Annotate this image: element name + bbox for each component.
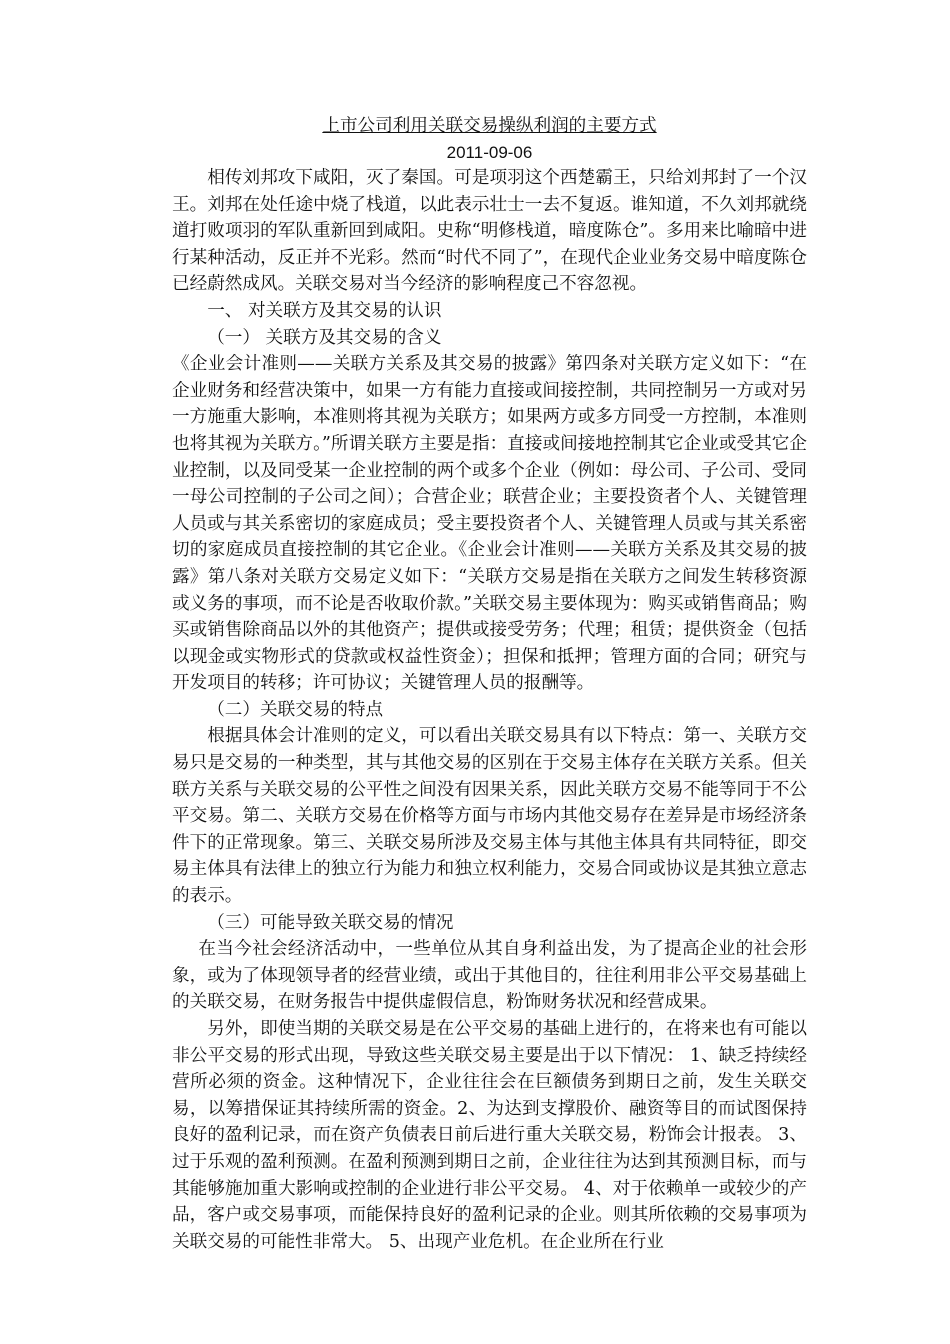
section-heading-1-3: （三）可能导致关联交易的情况 [207, 912, 454, 933]
section-heading-1-2: （二）关联交易的特点 [207, 699, 384, 720]
document-title: 上市公司利用关联交易操纵利润的主要方式 [322, 116, 657, 136]
paragraph-situation: 在当今社会经济活动中，一些单位从其自身利益出发，为了提高企业的社会形象，或为了体现领导者的经营业绩，或出于其他目的，往往利用非公平交易基础上的关联交易，在财务报告中提供虚假信息，粉饰财务状况和经营成果。 [172, 939, 807, 1013]
paragraph-intro: 相传刘邦攻下咸阳，灭了秦国。可是项羽这个西楚霸王，只给刘邦封了一个汉王。刘邦在处任途中烧了栈道，以此表示壮士一去不复返。谁知道，不久刘邦就绕道打败项羽的军队重新回到咸阳。史称“明修栈道，暗度陈仓”。多用来比喻暗中进行某种活动，反正并不光彩。然而“时代不同了”，在现代企业业务交易中暗度陈仓已经蔚然成风。关联交易对当今经济的影响程度己不容忽视。 [172, 168, 807, 295]
document-date: 2011-09-06 [446, 143, 533, 162]
paragraph-additional: 另外，即使当期的关联交易是在公平交易的基础上进行的，在将来也有可能以非公平交易的形式出现，导致这些关联交易主要是出于以下情况： 1、缺乏持续经营所必须的资金。这种情况下，企业往往会在巨额债务到期日之前，发生关联交易，以筹措保证其持续所需的资金。2、为达到支撑股价、融资等目的而试图保持良好的盈利记录，而在资产负债表日前后进行重大关联交易，粉饰会计报表。 3、过于乐观的盈利预测。在盈利预测到期日之前，企业往往为达到其预测目标，而与其能够施加重大影响或控制的企业进行非公平交易。 4、对于依赖单一或较少的产品，客户或交易事项，而能保持良好的盈利记录的企业。则其所依赖的交易事项为关联交易的可能性非常大。 5、出现产业危机。在企业所在行业 [172, 1019, 807, 1252]
document-page [172, 113, 807, 1255]
paragraph-definition: 《企业会计准则——关联方关系及其交易的披露》第四条对关联方定义如下：“在企业财务和经营决策中，如果一方有能力直接或间接控制，共同控制另一方或对另一方施重大影响，本准则将其视为关联方；如果两方或多方同受一方控制，本准则也将其视为关联方。”所谓关联方主要是指：直接或间接地控制其它企业或受其它企业控制，以及同受某一企业控制的两个或多个企业（例如：母公司、子公司、受同一母公司控制的子公司之间）；合营企业；联营企业；主要投资者个人、关键管理人员或与其关系密切的家庭成员；受主要投资者个人、关键管理人员或与其关系密切的家庭成员直接控制的其它企业。《企业会计准则——关联方关系及其交易的披露》第八条对关联方交易定义如下：“关联方交易是指在关联方之间发生转移资源或义务的事项，而不论是否收取价款。”关联交易主要体现为：购买或销售商品；购买或销售除商品以外的其他资产；提供或接受劳务；代理；租赁；提供资金（包括以现金或实物形式的贷款或权益性资金）；担保和抵押；管理方面的合同；研究与开发项目的转移；许可协议；关键管理人员的报酬等。 [172, 354, 807, 694]
section-heading-1: 一、 对关联方及其交易的认识 [207, 300, 442, 321]
section-heading-1-1: （一） 关联方及其交易的含义 [207, 327, 442, 348]
paragraph-features: 根据具体会计准则的定义，可以看出关联交易具有以下特点：第一、关联方交易只是交易的一种类型，其与其他交易的区别在于交易主体存在关联方关系。但关联方关系与关联交易的公平性之间没有因果关系，因此关联方交易不能等同于不公平交易。第二、关联方交易在价格等方面与市场内其他交易存在差异是市场经济条件下的正常现象。第三、关联交易所涉及交易主体与其他主体具有共同特征，即交易主体具有法律上的独立行为能力和独立权利能力，交易合同或协议是其独立意志的表示。 [172, 726, 807, 907]
